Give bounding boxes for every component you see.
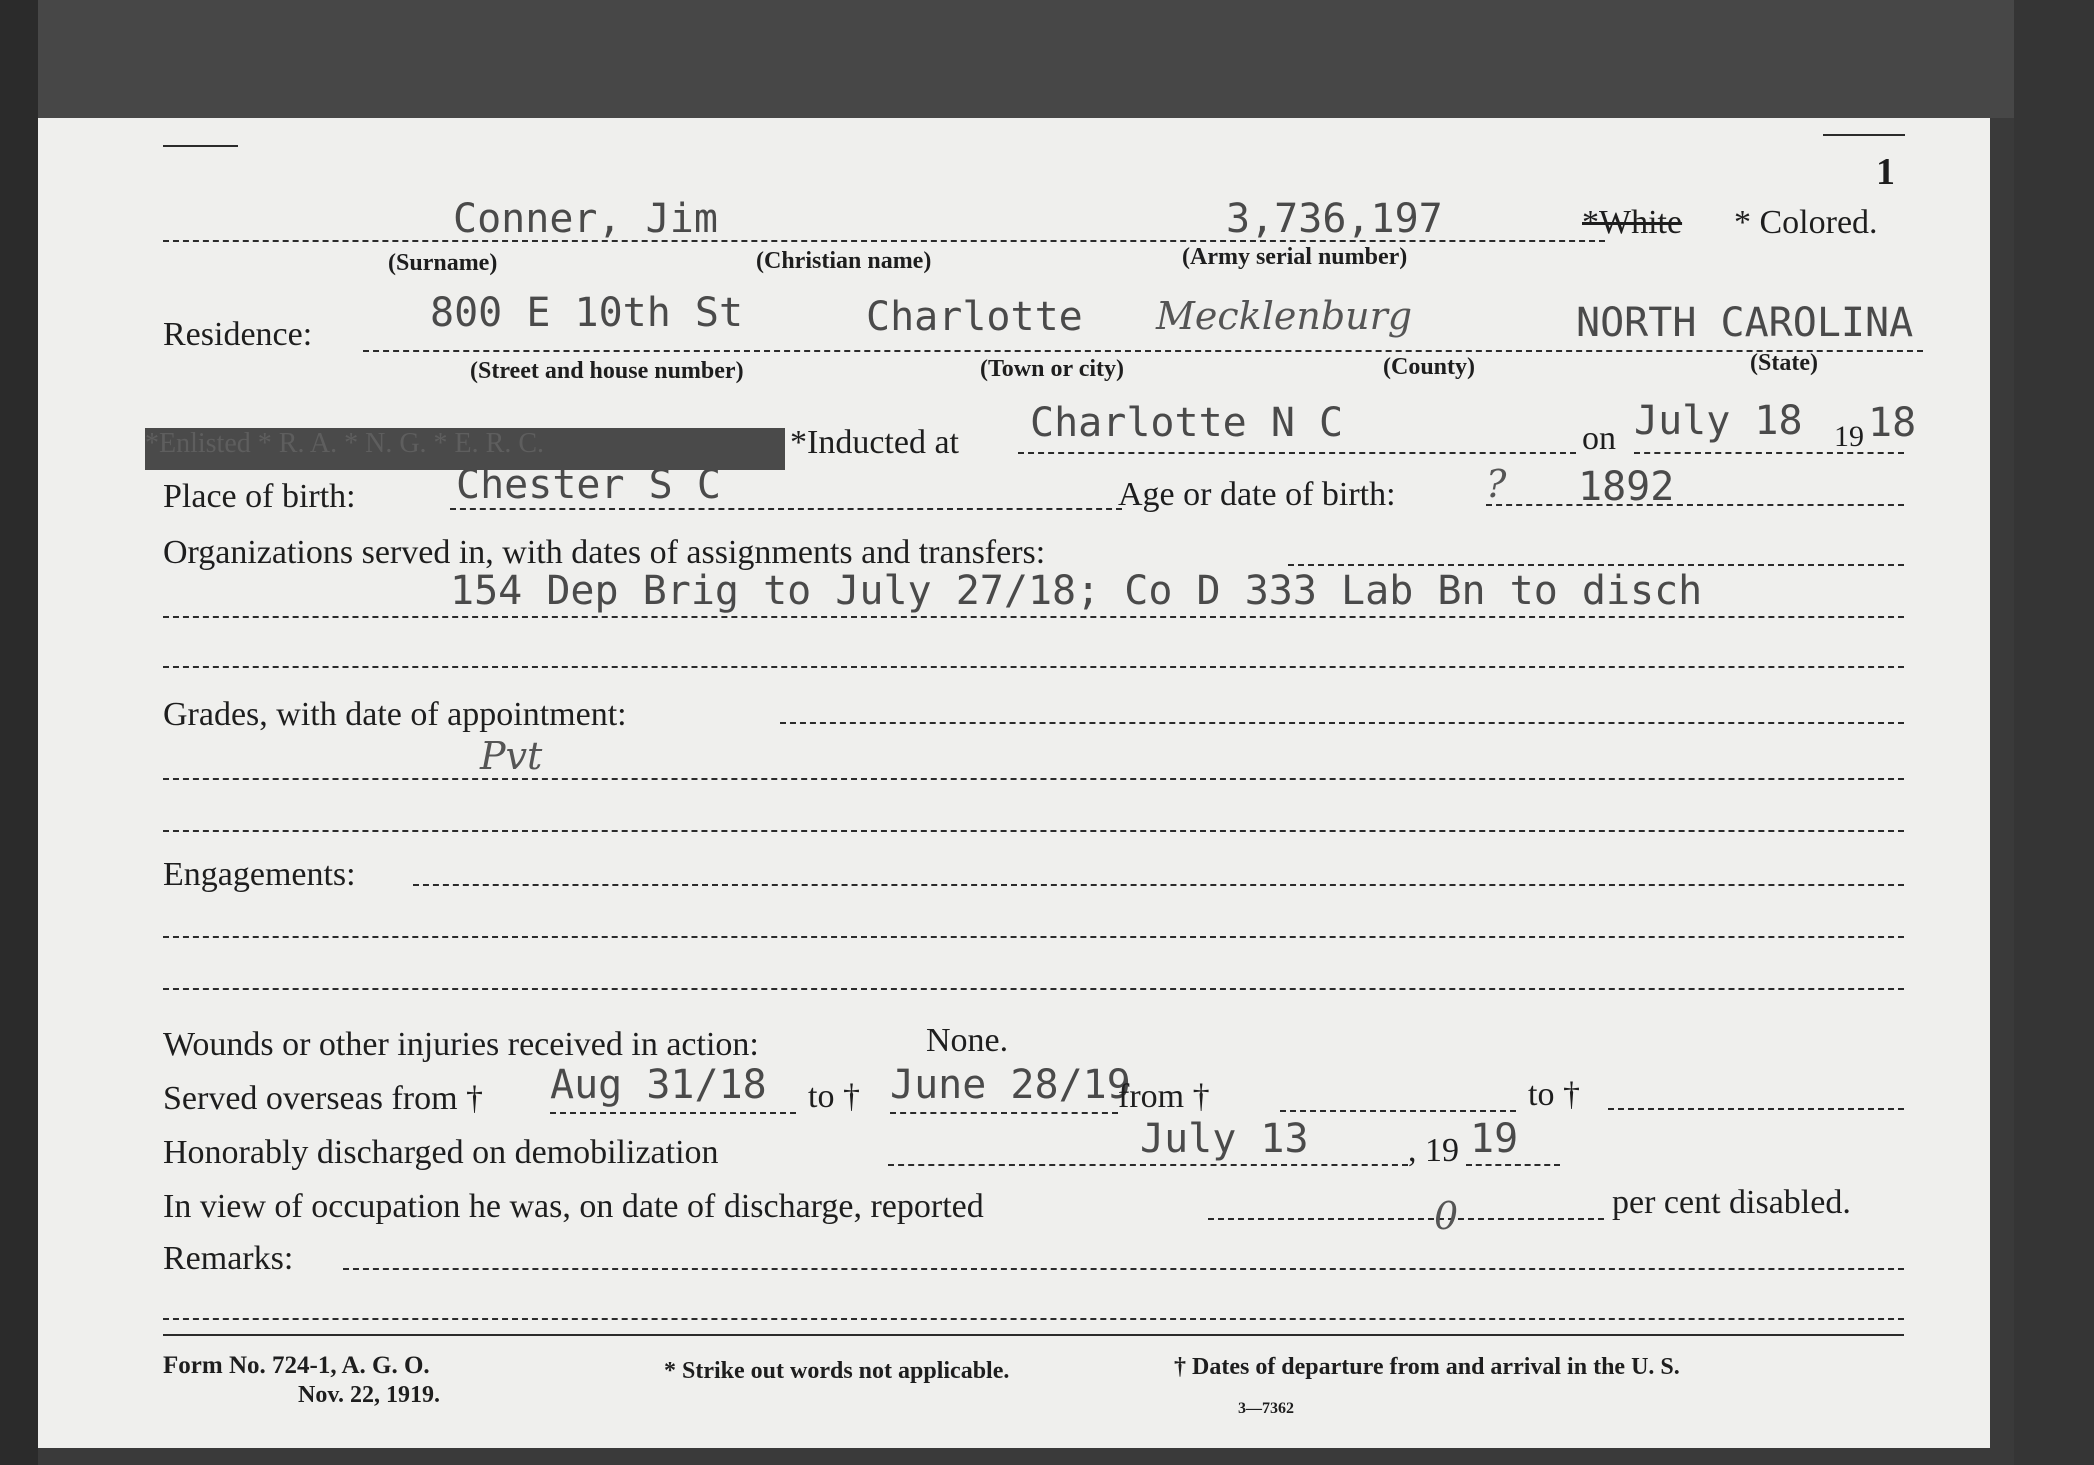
remarks-line-2 bbox=[163, 1318, 1904, 1320]
overseas-from2-label: from † bbox=[1118, 1078, 1210, 1115]
disabled-label: per cent disabled. bbox=[1612, 1184, 1851, 1221]
residence-label: Residence: bbox=[163, 316, 313, 353]
disabled-line bbox=[1208, 1218, 1604, 1220]
discharged-year-prefix: , 19 bbox=[1408, 1132, 1459, 1169]
scan-background-top bbox=[0, 0, 2094, 118]
on-label: on bbox=[1582, 420, 1616, 457]
residence-line bbox=[363, 350, 1923, 352]
top-left-rule bbox=[163, 145, 238, 147]
organizations-label: Organizations served in, with dates of assignments and transfers: bbox=[163, 534, 1046, 571]
grade-value: Pvt bbox=[480, 734, 543, 778]
overseas-from-value: Aug 31/18 bbox=[550, 1062, 767, 1108]
card-number: 1 bbox=[1876, 151, 1895, 193]
serial-value: 3,736,197 bbox=[1226, 196, 1443, 242]
discharged-date-value: July 13 bbox=[1140, 1116, 1309, 1162]
inducted-at-line bbox=[1018, 452, 1576, 454]
occupation-label: In view of occupation he was, on date of discharge, reported bbox=[163, 1188, 984, 1225]
discharged-label: Honorably discharged on demobilization bbox=[163, 1134, 719, 1171]
form-date: Nov. 22, 1919. bbox=[298, 1382, 441, 1408]
engagements-label: Engagements: bbox=[163, 856, 356, 893]
discharged-year-line bbox=[1466, 1164, 1560, 1166]
footer-rule bbox=[163, 1334, 1904, 1336]
organizations-line-1 bbox=[1288, 564, 1904, 566]
state-caption: (State) bbox=[1750, 350, 1818, 376]
form-number: Form No. 724-1, A. G. O. bbox=[163, 1352, 430, 1379]
name-value: Conner, Jim bbox=[453, 196, 718, 242]
dates-note: † Dates of departure from and arrival in the U. S. bbox=[1174, 1354, 1680, 1380]
overseas-to-value: June 28/19 bbox=[890, 1062, 1131, 1108]
overseas-from-label: Served overseas from † bbox=[163, 1080, 484, 1117]
surname-caption: (Surname) bbox=[388, 250, 498, 276]
overseas-to2-label: to † bbox=[1528, 1076, 1580, 1113]
engagements-line-3 bbox=[163, 988, 1904, 990]
enlisted-redaction: *Enlisted * R. A. * N. G. * E. R. C. bbox=[145, 428, 785, 470]
disabled-percent-value: 0 bbox=[1434, 1194, 1459, 1238]
grades-line-3 bbox=[163, 830, 1904, 832]
overseas-to-line bbox=[890, 1112, 1118, 1114]
street-value: 800 E 10th St bbox=[430, 290, 744, 336]
grades-line-2 bbox=[163, 778, 1904, 780]
street-caption: (Street and house number) bbox=[470, 358, 744, 384]
inducted-on-value: July 18 bbox=[1634, 398, 1803, 444]
inducted-label: *Inducted at bbox=[790, 424, 959, 461]
organizations-line-2 bbox=[163, 616, 1904, 618]
age-question-mark: ? bbox=[1486, 462, 1507, 506]
town-caption: (Town or city) bbox=[980, 356, 1124, 382]
year-prefix-inducted: 19 bbox=[1834, 420, 1864, 453]
overseas-to2-line bbox=[1608, 1108, 1904, 1110]
race-white-struck: *White bbox=[1582, 204, 1683, 241]
overseas-from-line bbox=[550, 1112, 796, 1114]
serial-caption: (Army serial number) bbox=[1182, 244, 1408, 270]
county-caption: (County) bbox=[1383, 354, 1476, 380]
place-of-birth-line bbox=[450, 508, 1122, 510]
inducted-on-line bbox=[1634, 452, 1904, 454]
overseas-from2-line bbox=[1280, 1110, 1516, 1112]
name-line bbox=[163, 240, 1605, 242]
christian-name-caption: (Christian name) bbox=[756, 248, 932, 274]
engagements-line-1 bbox=[413, 884, 1904, 886]
age-line bbox=[1486, 504, 1904, 506]
discharged-date-line bbox=[888, 1164, 1408, 1166]
grades-label: Grades, with date of appointment: bbox=[163, 696, 627, 733]
scan-background-right bbox=[2014, 0, 2094, 1465]
age-label: Age or date of birth: bbox=[1118, 476, 1396, 513]
organizations-value: 154 Dep Brig to July 27/18; Co D 333 Lab Bn to disch bbox=[450, 568, 1703, 614]
place-of-birth-label: Place of birth: bbox=[163, 478, 356, 515]
state-value: NORTH CAROLINA bbox=[1576, 300, 1914, 346]
organizations-line-3 bbox=[163, 666, 1904, 668]
inducted-at-value: Charlotte N C bbox=[1030, 400, 1344, 446]
town-value: Charlotte bbox=[866, 294, 1083, 340]
county-value: Mecklenburg bbox=[1156, 294, 1413, 338]
discharged-year-value: 19 bbox=[1470, 1116, 1519, 1162]
wounds-value: None. bbox=[926, 1022, 1009, 1059]
print-code: 3—7362 bbox=[1238, 1400, 1294, 1417]
race-colored: * Colored. bbox=[1734, 204, 1878, 241]
engagements-line-2 bbox=[163, 936, 1904, 938]
strike-note: * Strike out words not applicable. bbox=[664, 1358, 1010, 1384]
birth-year-value: 1892 bbox=[1578, 464, 1675, 510]
remarks-line-1 bbox=[343, 1268, 1904, 1270]
place-of-birth-value: Chester S C bbox=[456, 462, 721, 508]
inducted-year-value: 18 bbox=[1868, 400, 1917, 446]
remarks-label: Remarks: bbox=[163, 1240, 294, 1277]
grades-line-1 bbox=[780, 722, 1904, 724]
scan-background-left bbox=[0, 0, 38, 1465]
service-record-card bbox=[38, 118, 1990, 1448]
wounds-label: Wounds or other injuries received in action: bbox=[163, 1026, 759, 1063]
top-right-rule bbox=[1823, 134, 1905, 136]
overseas-to-label: to † bbox=[808, 1078, 860, 1115]
